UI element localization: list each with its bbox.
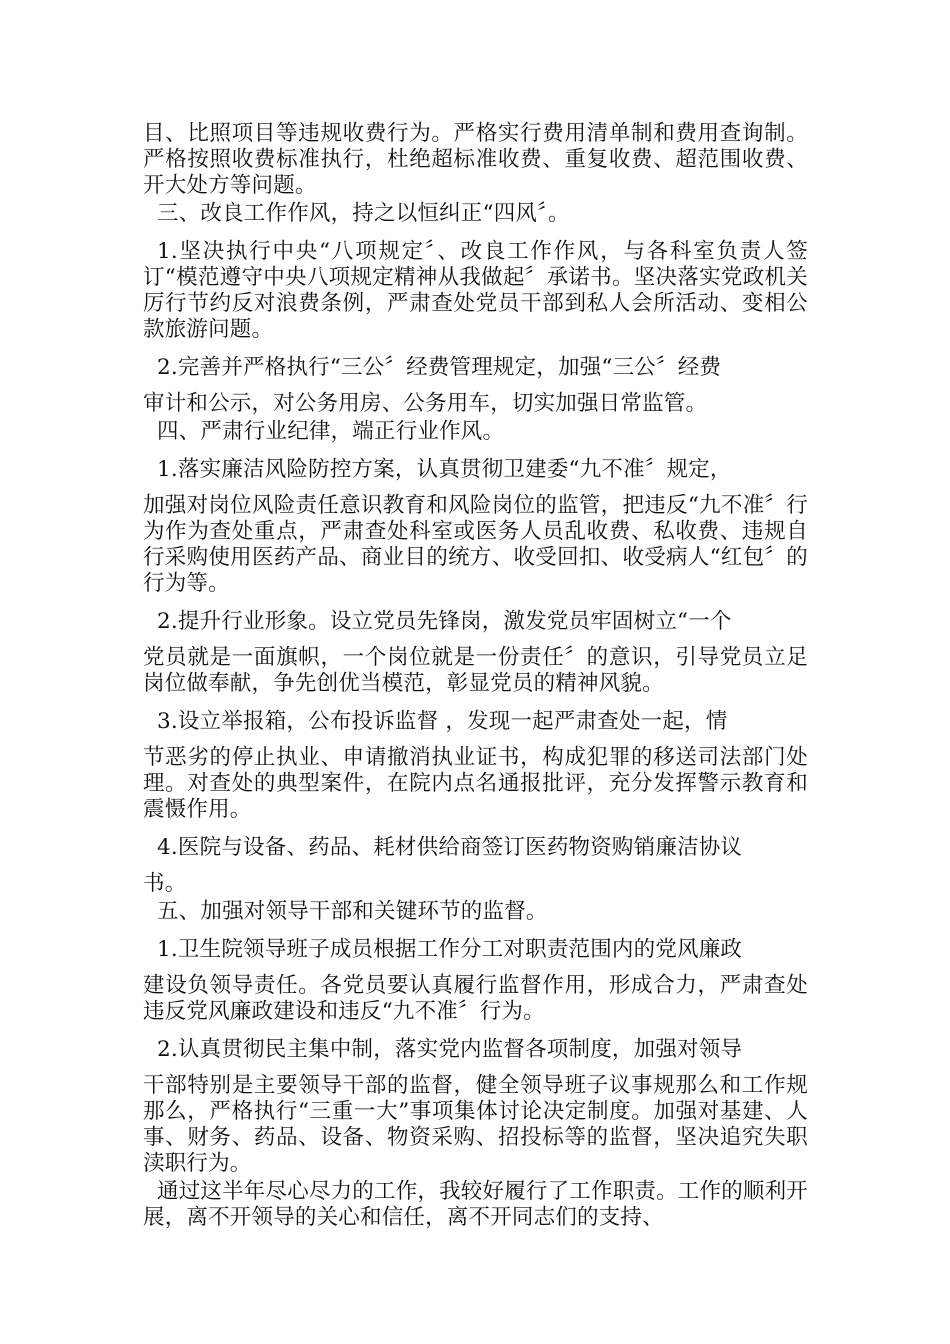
section-heading-3: 三、改良工作作风，持之以恒纠正“四风〞。 xyxy=(157,201,570,226)
paragraph-4-3-end: 节恶劣的停止执业、申请撤消执业证书，构成犯罪的移送司法部门处理。对查处的典型案件，在院内点名通报批评，充分发挥警示教育和震慑作用。 xyxy=(143,745,808,822)
document-body xyxy=(143,121,808,1231)
paragraph-4-2-start: 2.提升行业形象。设立党员先锋岗，激发党员牢固树立“一个 xyxy=(157,609,732,634)
section-heading-5: 五、加强对领导干部和关键环节的监督。 xyxy=(157,899,548,924)
paragraph-5-1-start: 1.卫生院领导班子成员根据工作分工对职责范围内的党风廉政 xyxy=(157,937,743,962)
paragraph-5-2-end: 干部特别是主要领导干部的监督，健全领导班子议事规那么和工作规那么，严格执行“三重一大”事项集体讨论决定制度。加强对基建、人事、财务、药品、设备、物资采购、招投标等的监督，坚决追究失职渎职行为。 xyxy=(143,1073,808,1176)
paragraph-4-4-end: 书。 xyxy=(143,871,187,896)
paragraph-4-1-start: 1.落实廉洁风险防控方案，认真贯彻卫建委“九不准〞规定， xyxy=(157,457,732,482)
paragraph-4-3-start: 3.设立举报箱，公布投诉监督 ，发现一起严肃查处一起，情 xyxy=(157,709,728,734)
paragraph-4-2-end: 党员就是一面旗帜，一个岗位就是一份责任〞的意识，引导党员立足岗位做奉献，争先创优当模范，彰显党员的精神风貌。 xyxy=(143,645,808,696)
paragraph-4-4-start: 4.医院与设备、药品、耗材供给商签订医药物资购销廉洁协议 xyxy=(157,835,743,860)
paragraph-5-2-start: 2.认真贯彻民主集中制，落实党内监督各项制度，加强对领导 xyxy=(157,1037,743,1062)
paragraph-3-2-start: 2.完善并严格执行“三公〞经费管理规定，加强“三公〞经费 xyxy=(157,355,722,380)
paragraph-closing: 通过这半年尽心尽力的工作，我较好履行了工作职责。工作的顺利开展，离不开领导的关心和信任，离不开同志们的支持、 xyxy=(143,1179,809,1230)
paragraph-3-1: 1.坚决执行中央“八项规定〞、改良工作作风，与各科室负责人签订“模范遵守中央八项规定精神从我做起〞承诺书。坚决落实党政机关厉行节约反对浪费条例，严肃查处党员干部到私人会所活动、变相公款旅游问题。 xyxy=(143,239,808,342)
paragraph-4-1-end: 加强对岗位风险责任意识教育和风险岗位的监管，把违反“九不准〞行为作为查处重点，严肃查处科室或医务人员乱收费、私收费、违规自行采购使用医药产品、商业目的统方、收受回扣、收受病人“红包〞的行为等。 xyxy=(143,493,808,596)
paragraph-3-2-end: 审计和公示，对公务用房、公务用车，切实加强日常监管。 xyxy=(143,391,708,416)
section-heading-4: 四、严肃行业纪律，端正行业作风。 xyxy=(157,419,505,444)
paragraph-5-1-end: 建设负领导责任。各党员要认真履行监督作用，形成合力，严肃查处违反党风廉政建设和违反“九不准〞行为。 xyxy=(143,973,808,1024)
paragraph-fee-rules: 目、比照项目等违规收费行为。严格实行费用清单制和费用查询制。严格按照收费标准执行，杜绝超标准收费、重复收费、超范围收费、开大处方等问题。 xyxy=(143,121,808,198)
